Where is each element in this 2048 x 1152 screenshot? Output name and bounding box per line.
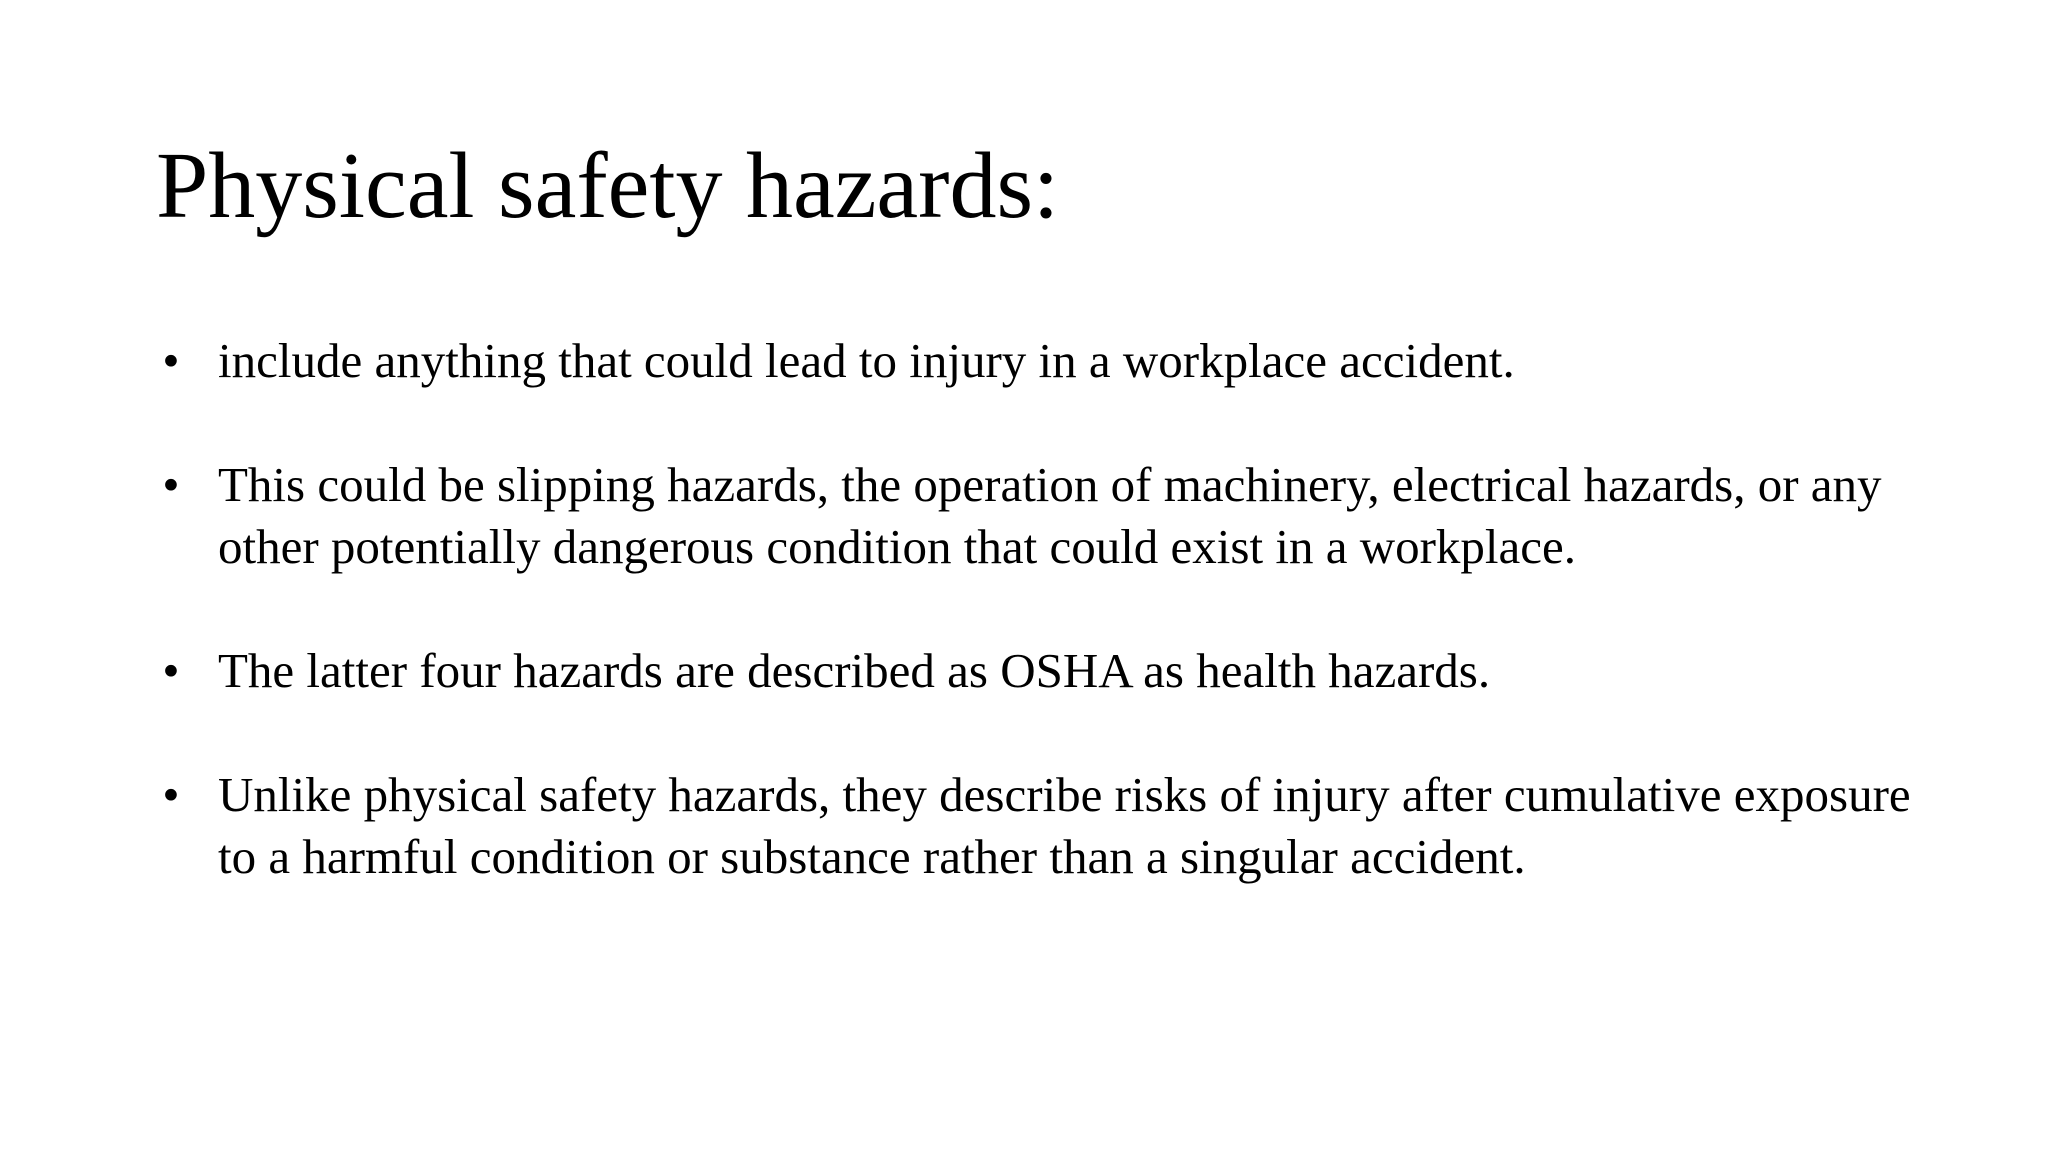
bullet-text: include anything that could lead to injury in a workplace accident. xyxy=(218,333,1515,388)
bullet-item xyxy=(156,330,1936,392)
bullet-text: The latter four hazards are described as OSHA as health hazards. xyxy=(218,643,1491,698)
bullet-dot-icon: • xyxy=(162,333,180,388)
bullet-item xyxy=(156,764,1936,888)
bullet-list xyxy=(156,330,1936,888)
bullet-text: Unlike physical safety hazards, they describe risks of injury after cumulative exposure to a harmful condition or substance rather than a singular accident. xyxy=(218,767,1911,884)
slide-title: Physical safety hazards: xyxy=(156,134,1060,238)
bullet-dot-icon: • xyxy=(162,767,180,822)
bullet-text: This could be slipping hazards, the operation of machinery, electrical hazards, or any other potentially dangerous condition that could exist in a workplace. xyxy=(218,457,1882,574)
bullet-dot-icon: • xyxy=(162,643,180,698)
bullet-item xyxy=(156,454,1936,578)
bullet-item xyxy=(156,640,1936,702)
bullet-dot-icon: • xyxy=(162,457,180,512)
